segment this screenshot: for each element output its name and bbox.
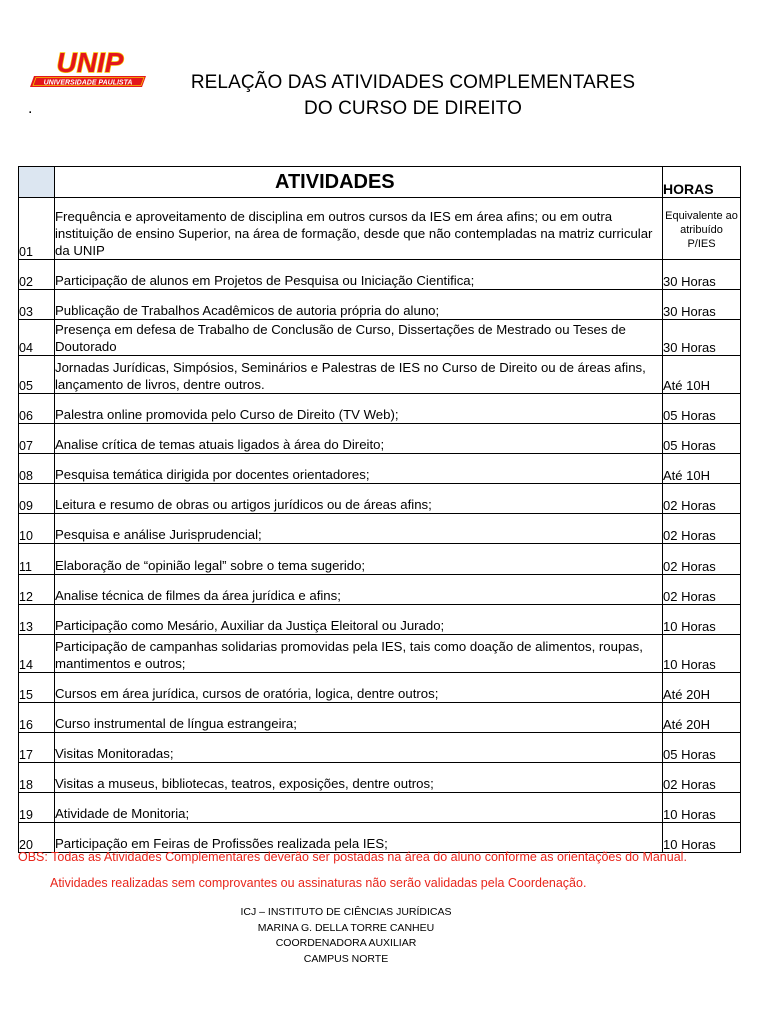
unip-logo-tagline: UNIVERSIDADE PAULISTA xyxy=(43,79,133,87)
footer-name: MARINA G. DELLA TORRE CANHEU xyxy=(257,921,435,934)
activity-hours: 10 Horas xyxy=(663,793,741,823)
activities-header xyxy=(55,167,663,198)
row-number: 12 xyxy=(19,575,55,605)
row-number: 14 xyxy=(19,635,55,673)
activity-description: Curso instrumental de língua estrangeira; xyxy=(55,703,663,733)
activity-description: Palestra online promovida pelo Curso de Direito (TV Web); xyxy=(55,394,663,424)
activity-description: Participação de alunos em Projetos de Pesquisa ou Iniciação Cientifica; xyxy=(55,260,663,290)
activities-header-label: ATIVIDADES xyxy=(275,170,395,193)
activity-description: Atividade de Monitoria; xyxy=(55,793,663,823)
activity-hours: 05 Horas xyxy=(663,733,741,763)
table-row xyxy=(19,514,741,544)
table-row xyxy=(19,673,741,703)
row-number: 20 xyxy=(19,823,55,853)
unip-logo xyxy=(28,46,152,88)
activity-hours: 02 Horas xyxy=(663,763,741,793)
row-number: 15 xyxy=(19,673,55,703)
table-header-row xyxy=(19,167,741,198)
activity-hours: Até 20H xyxy=(663,703,741,733)
row-number: 01 xyxy=(19,198,55,260)
row-number: 19 xyxy=(19,793,55,823)
table-row xyxy=(19,605,741,635)
activity-hours: Até 10H xyxy=(663,356,741,394)
title-line-1: RELAÇÃO DAS ATIVIDADES COMPLEMENTARES xyxy=(190,72,636,93)
activity-description: Participação em Feiras de Profissões realizada pela IES; xyxy=(55,823,663,853)
activity-description: Frequência e aproveitamento de disciplina em outros cursos da IES em área afins; ou em outra instituição de ensino Superior, na área de formação, desde que não contempladas na matriz curricular da UNIP xyxy=(55,198,663,260)
activity-description: Participação como Mesário, Auxiliar da Justiça Eleitoral ou Jurado; xyxy=(55,605,663,635)
activity-hours: Até 10H xyxy=(663,454,741,484)
row-number: 07 xyxy=(19,424,55,454)
row-number: 16 xyxy=(19,703,55,733)
activity-hours: 02 Horas xyxy=(663,514,741,544)
activity-description: Presença em defesa de Trabalho de Conclusão de Curso, Dissertações de Mestrado ou Teses de Doutorado xyxy=(55,320,663,356)
number-header xyxy=(19,167,55,198)
row-number: 13 xyxy=(19,605,55,635)
activity-description: Elaboração de “opinião legal” sobre o tema sugerido; xyxy=(55,544,663,575)
activity-description: Publicação de Trabalhos Acadêmicos de autoria própria do aluno; xyxy=(55,290,663,320)
activity-hours: 30 Horas xyxy=(663,290,741,320)
row-number: 03 xyxy=(19,290,55,320)
activity-description: Pesquisa temática dirigida por docentes orientadores; xyxy=(55,454,663,484)
table-row xyxy=(19,575,741,605)
activity-hours: Até 20H xyxy=(663,673,741,703)
activity-hours: 10 Horas xyxy=(663,635,741,673)
validation-note: Atividades realizadas sem comprovantes ou assinaturas não serão validadas pela Coordenação. xyxy=(50,876,587,890)
document-title xyxy=(170,70,656,122)
table-row xyxy=(19,356,741,394)
row-number: 11 xyxy=(19,544,55,575)
activity-description: Jornadas Jurídicas, Simpósios, Seminários e Palestras de IES no Curso de Direito ou de áreas afins, lançamento de livros, dentre outros. xyxy=(55,356,663,394)
activity-hours: 10 Horas xyxy=(663,823,741,853)
row-number: 10 xyxy=(19,514,55,544)
activities-table xyxy=(18,166,741,853)
hours-header: HORAS xyxy=(663,167,741,198)
row-number: 18 xyxy=(19,763,55,793)
table-row xyxy=(19,260,741,290)
footer-institute: ICJ – INSTITUTO DE CIÊNCIAS JURÍDICAS xyxy=(240,906,452,918)
table-row xyxy=(19,454,741,484)
table-row xyxy=(19,394,741,424)
observation-note: OBS: Todas as Atividades Complementares deverão ser postadas na área do aluno conforme as orientações do Manual. xyxy=(18,850,687,864)
activities-body xyxy=(19,198,741,853)
activity-hours: Equivalente ao atribuído P/IES xyxy=(663,198,741,260)
table-row xyxy=(19,823,741,853)
activity-description: Analise crítica de temas atuais ligados à área do Direito; xyxy=(55,424,663,454)
activity-hours: 10 Horas xyxy=(663,605,741,635)
activity-hours: 30 Horas xyxy=(663,260,741,290)
activity-description: Visitas Monitoradas; xyxy=(55,733,663,763)
table-row xyxy=(19,424,741,454)
row-number: 04 xyxy=(19,320,55,356)
unip-logo-wordmark: UNIP xyxy=(56,47,124,78)
activity-hours: 30 Horas xyxy=(663,320,741,356)
activity-hours: 02 Horas xyxy=(663,544,741,575)
row-number: 09 xyxy=(19,484,55,514)
row-number: 06 xyxy=(19,394,55,424)
activity-description: Leitura e resumo de obras ou artigos jurídicos ou de áreas afins; xyxy=(55,484,663,514)
row-number: 05 xyxy=(19,356,55,394)
activity-description: Participação de campanhas solidarias promovidas pela IES, tais como doação de alimentos, roupas, mantimentos e outros; xyxy=(55,635,663,673)
signature-block xyxy=(196,905,496,967)
activity-hours: 05 Horas xyxy=(663,424,741,454)
table-row xyxy=(19,763,741,793)
activity-hours: 02 Horas xyxy=(663,575,741,605)
activity-description: Cursos em área jurídica, cursos de oratória, logica, dentre outros; xyxy=(55,673,663,703)
table-row xyxy=(19,544,741,575)
table-row xyxy=(19,733,741,763)
footer-role: COORDENADORA AUXILIAR xyxy=(275,937,417,949)
activity-hours: 05 Horas xyxy=(663,394,741,424)
stray-dot: . xyxy=(28,100,33,117)
table-row xyxy=(19,635,741,673)
table-row xyxy=(19,290,741,320)
activity-description: Analise técnica de filmes da área jurídica e afins; xyxy=(55,575,663,605)
table-row xyxy=(19,793,741,823)
table-row xyxy=(19,703,741,733)
row-number: 08 xyxy=(19,454,55,484)
title-line-2: DO CURSO DE DIREITO xyxy=(304,98,522,119)
table-row xyxy=(19,198,741,260)
row-number: 02 xyxy=(19,260,55,290)
row-number: 17 xyxy=(19,733,55,763)
footer-campus: CAMPUS NORTE xyxy=(303,952,389,965)
activity-hours: 02 Horas xyxy=(663,484,741,514)
activity-description: Pesquisa e análise Jurisprudencial; xyxy=(55,514,663,544)
table-row xyxy=(19,320,741,356)
activity-description: Visitas a museus, bibliotecas, teatros, exposições, dentre outros; xyxy=(55,763,663,793)
table-row xyxy=(19,484,741,514)
